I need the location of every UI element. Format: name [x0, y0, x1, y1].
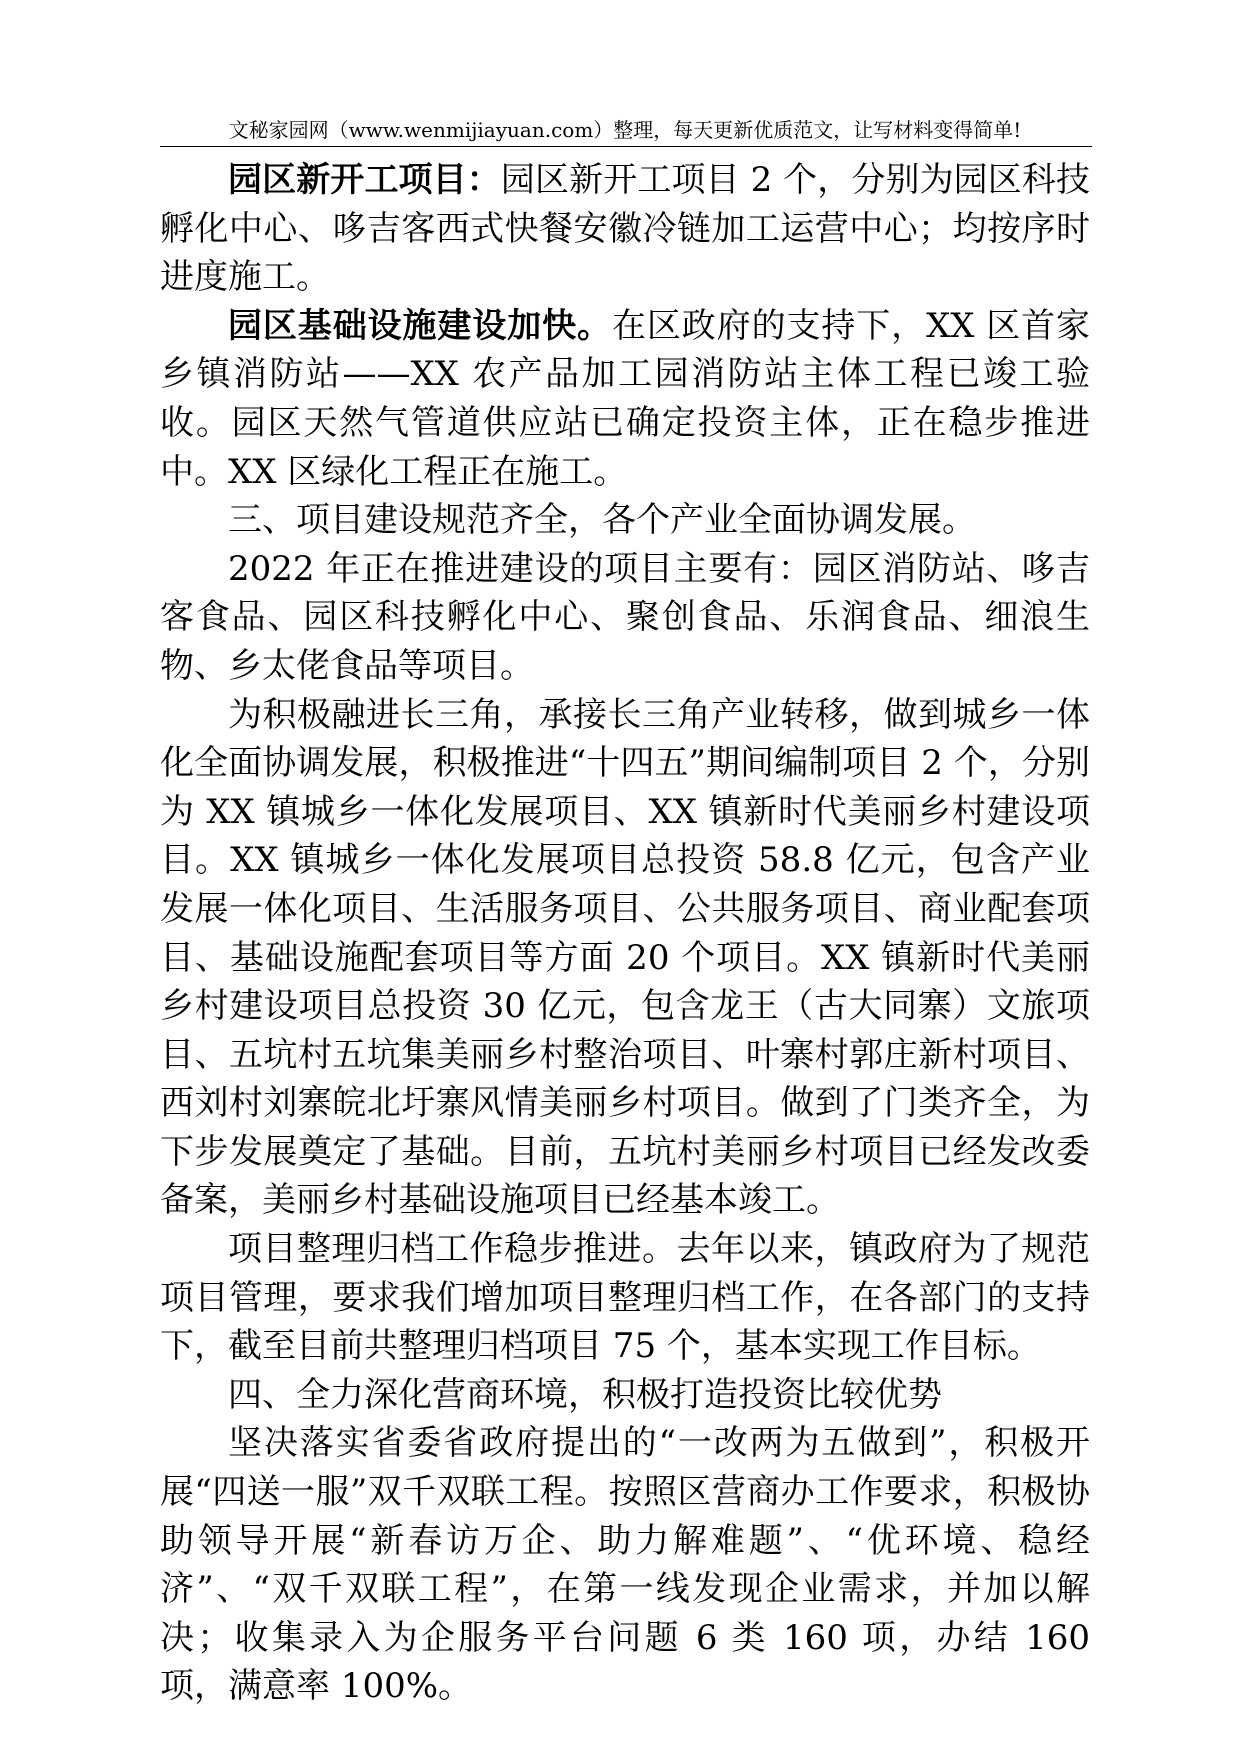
paragraph-text: 在区政府的支持下，XX 区首家乡镇消防站——XX 农产品加工园消防站主体工程已竣工验收。园区天然气管道供应站已确定投资主体，正在稳步推进中。XX 区绿化工程正在施工。 — [160, 305, 1091, 492]
paragraph-2022-projects — [160, 545, 1090, 691]
header-divider — [160, 146, 1092, 147]
paragraph-archiving — [160, 1225, 1090, 1371]
paragraph-text: 四、全力深化营商环境，积极打造投资比较优势 — [228, 1374, 942, 1415]
paragraph-new-projects — [160, 156, 1090, 302]
paragraph-yangtze-delta — [160, 691, 1090, 1226]
page-header: 文秘家园网（www.wenmijiayuan.com）整理，每天更新优质范文，让写材料变得简单! — [228, 118, 1022, 142]
paragraph-text: 为积极融进长三角，承接长三角产业转移，做到城乡一体化全面协调发展，积极推进“十四五”期间编制项目 2 个，分别为 XX 镇城乡一体化发展项目、XX 镇新时代美丽乡村建设项目。XX 镇城乡一体化发展项目总投资 58.8 亿元，包含产业发展一体化项目、生活服务项目、公共服务项目、商业配套项目、基础设施配套项目等方面 20 个项目。XX 镇新时代美丽乡村建设项目总投资 30 亿元，包含龙王（古大同寨）文旅项目、五坑村五坑集美丽乡村整治项目、叶寨村郭庄新村项目、西刘村刘寨皖北圩寨风情美丽乡村项目。做到了门类齐全，为下步发展奠定了基础。目前，五坑村美丽乡村项目已经发改委备案，美丽乡村基础设施项目已经基本竣工。 — [160, 694, 1090, 1221]
paragraph-text: 三、项目建设规范齐全，各个产业全面协调发展。 — [228, 500, 976, 541]
paragraph-infrastructure — [160, 302, 1090, 496]
paragraph-lead: 园区基础设施建设加快。 — [228, 305, 612, 346]
paragraph-text: 2022 年正在推进建设的项目主要有：园区消防站、哆吉客食品、园区科技孵化中心、聚创食品、乐润食品、细浪生物、乡太佬食品等项目。 — [160, 548, 1090, 686]
paragraph-business-environment — [160, 1419, 1090, 1711]
paragraph-text: 坚决落实省委省政府提出的“一改两为五做到”，积极开展“四送一服”双千双联工程。按照区营商办工作要求，积极协助领导开展“新春访万企、助力解难题”、“优环境、稳经济”、“双千双联工程”，在第一线发现企业需求，并加以解决；收集录入为企服务平台问题 6 类 160 项，办结 160 项，满意率 100%。 — [160, 1423, 1090, 1707]
paragraph-text: 园区新开工项目 2 个，分别为园区科技孵化中心、哆吉客西式快餐安徽冷链加工运营中心；均按序时进度施工。 — [160, 160, 1091, 298]
document-body — [160, 156, 1090, 1711]
paragraph-text: 项目整理归档工作稳步推进。去年以来，镇政府为了规范项目管理，要求我们增加项目整理归档工作，在各部门的支持下，截至目前共整理归档项目 75 个，基本实现工作目标。 — [160, 1229, 1090, 1367]
section-heading-4 — [160, 1371, 1090, 1420]
paragraph-lead: 园区新开工项目： — [228, 160, 501, 200]
section-heading-3 — [160, 496, 1090, 545]
